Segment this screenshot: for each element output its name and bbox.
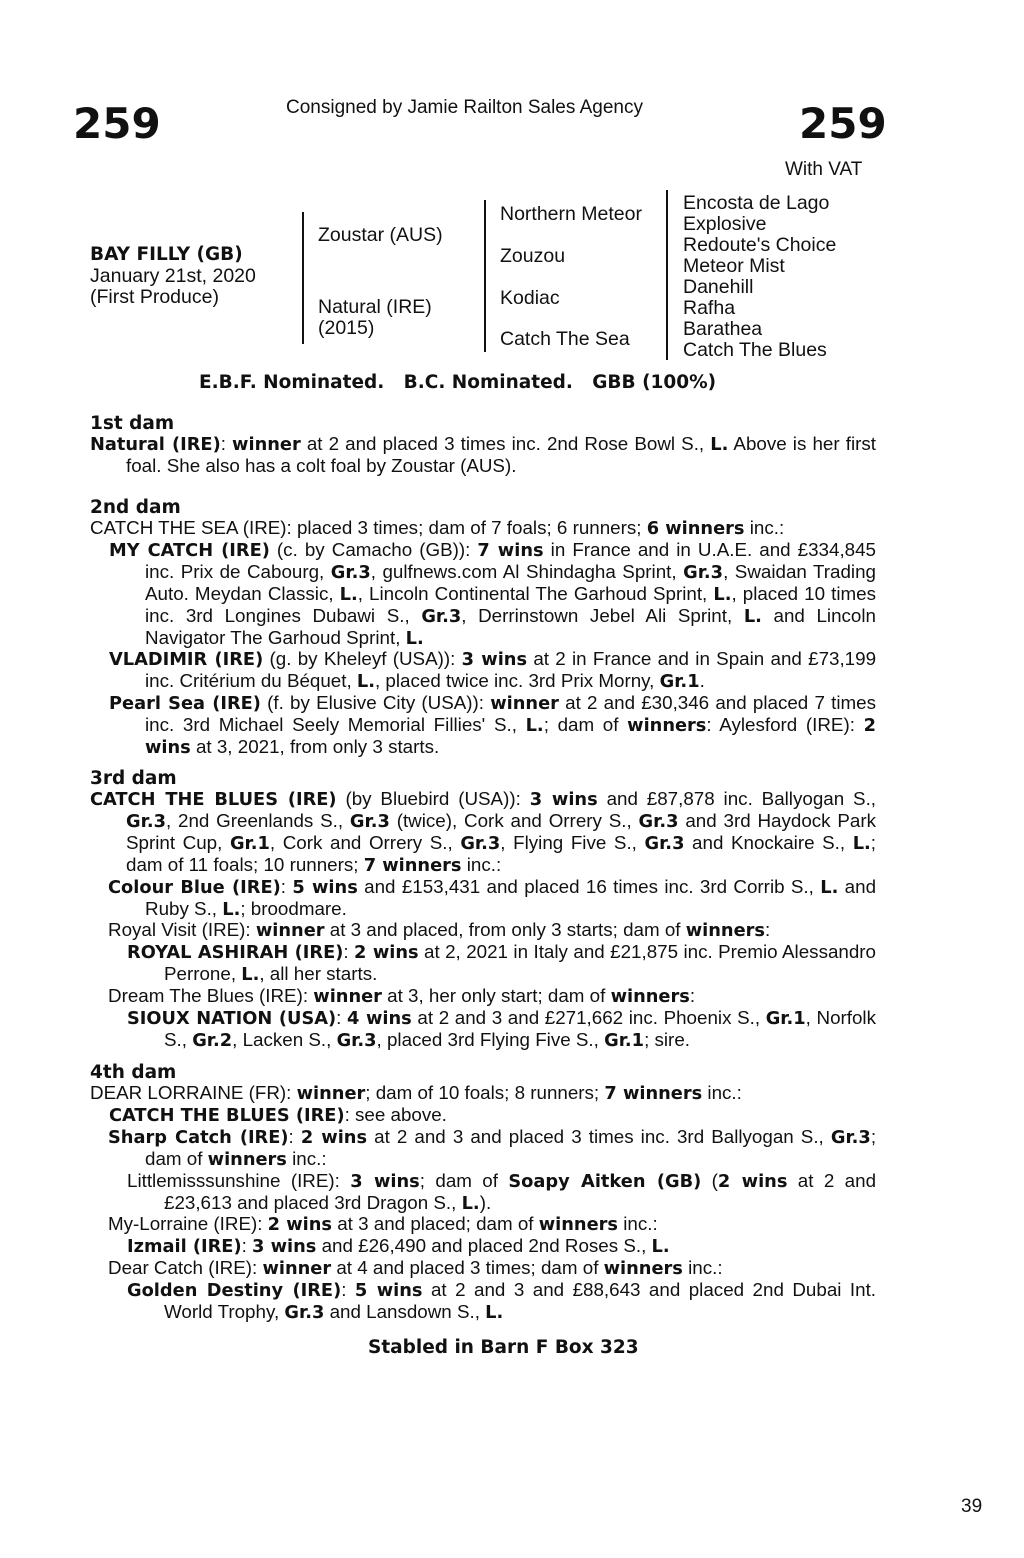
entry-line xyxy=(90,920,876,942)
entry-bold-text: winners xyxy=(610,986,690,1008)
entry-text: and £153,431 and placed 16 times inc. 3rd Corrib S., xyxy=(357,875,821,897)
entry-bold-text: 5 wins xyxy=(292,876,358,898)
pedigree-gen2-item: Kodiac xyxy=(500,287,560,309)
entry-bold-text: L. xyxy=(820,876,839,898)
entry-text: and Lansdown S., xyxy=(324,1301,486,1323)
entry-bold-text: Gr.1 xyxy=(229,832,270,854)
entry-bold-text: CATCH THE BLUES (IRE) xyxy=(90,789,337,810)
entry-bold-text: Golden Destiny (IRE) xyxy=(127,1280,342,1302)
entry-text: at 2 and placed 3 times inc. 2nd Rose Bowl S., xyxy=(300,433,711,454)
entry-text: at 2 and 3 and £88,643 and placed 2nd Dubai Int. World Trophy, xyxy=(164,1279,877,1323)
entry-text: and £26,490 and placed 2nd Roses S., xyxy=(316,1235,652,1257)
entry-bold-text: 2 wins xyxy=(267,1214,332,1236)
consignor-text: Consigned by Jamie Railton Sales Agency xyxy=(286,97,643,118)
entry-bold-text: Sharp Catch (IRE) xyxy=(108,1126,289,1148)
entry-text: (c. by Camacho (GB)): xyxy=(269,538,478,560)
section-heading: 3rd dam xyxy=(90,768,177,789)
entry-text: (g. by Kheleyf (USA)): xyxy=(263,648,462,670)
entry-text: at 2 and 3 and placed 3 times inc. 3rd Ballyogan S., xyxy=(367,1125,831,1147)
entry-text: , Lacken S., xyxy=(232,1028,337,1050)
entry-bold-text: Gr.3 xyxy=(336,1029,377,1051)
entry-text: Littlemisssunshine (IRE): xyxy=(127,1169,351,1191)
entry-text: : see above. xyxy=(344,1103,447,1125)
entry-bold-text: winner xyxy=(232,434,301,455)
entry-bold-text: winners xyxy=(627,715,707,737)
entry-bold-text: winners xyxy=(603,1258,683,1280)
pedigree-dam: Natural (IRE) xyxy=(318,296,432,318)
entry-bold-text: Gr.3 xyxy=(644,832,685,854)
entry-line xyxy=(90,518,876,540)
entry-bold-text: 7 winners xyxy=(604,1083,703,1104)
entry-text: ; dam of xyxy=(543,714,628,736)
entry-text: , all her starts. xyxy=(259,963,378,985)
entry-bold-text: VLADIMIR (IRE) xyxy=(109,649,264,671)
entry-line xyxy=(90,1083,876,1105)
entry-line xyxy=(90,986,876,1008)
entry-bold-text: Natural (IRE) xyxy=(90,434,221,455)
pedigree-gen3-item: Catch The Blues xyxy=(683,339,827,361)
section-3rd-dam-body xyxy=(90,789,876,1052)
section-heading: 4th dam xyxy=(90,1062,177,1083)
entry-bold-text: Izmail (IRE) xyxy=(127,1236,242,1258)
entry-bold-text: L. xyxy=(405,627,424,649)
section-heading: 1st dam xyxy=(90,413,175,434)
nominations-line: E.B.F. Nominated. B.C. Nominated. GBB (100%) xyxy=(199,372,717,393)
entry-text: , gulfnews.com Al Shindagha Sprint, xyxy=(370,560,684,582)
pedigree-divider-2 xyxy=(484,200,486,352)
entry-text: , Flying Five S., xyxy=(500,831,645,853)
entry-text: ( xyxy=(701,1169,718,1191)
section-1st-dam xyxy=(90,413,876,434)
entry-text: inc.: xyxy=(286,1147,327,1169)
entry-bold-text: MY CATCH (IRE) xyxy=(109,539,270,561)
entry-text: , Lincoln Continental The Garhoud Sprint, xyxy=(357,582,714,604)
entry-bold-text: Gr.3 xyxy=(126,810,166,832)
entry-bold-text: L. xyxy=(356,671,375,693)
entry-text: inc.: xyxy=(702,1082,742,1103)
entry-text: inc.: xyxy=(682,1257,723,1279)
entry-bold-text: winners xyxy=(207,1148,287,1170)
section-1st-dam-body xyxy=(90,434,876,477)
section-heading: 2nd dam xyxy=(90,497,181,518)
entry-bold-text: winners xyxy=(685,920,765,942)
entry-bold-text: 2 wins xyxy=(300,1126,368,1148)
entry-text: Royal Visit (IRE): xyxy=(108,919,256,941)
entry-bold-text: L. xyxy=(743,605,762,627)
entry-text: ; dam of 10 foals; 8 runners; xyxy=(365,1082,605,1103)
entry-bold-text: Gr.3 xyxy=(460,832,501,854)
pedigree-gen3-item: Rafha xyxy=(683,297,736,319)
entry-bold-text: L. xyxy=(222,898,241,920)
entry-bold-text: 3 wins xyxy=(529,789,598,810)
entry-line xyxy=(90,1214,876,1236)
entry-bold-text: 5 wins xyxy=(354,1280,423,1302)
entry-bold-text: 3 wins xyxy=(461,649,528,671)
pedigree-gen3-item: Explosive xyxy=(683,213,767,235)
stabled-location: Stabled in Barn F Box 323 xyxy=(368,1337,639,1358)
entry-bold-text: Gr.3 xyxy=(421,605,462,627)
entry-bold-text: L. xyxy=(651,1236,670,1258)
entry-text: , placed 10 times inc. 3rd Longines Dubawi S., xyxy=(145,582,877,626)
entry-text: : xyxy=(343,941,355,963)
entry-text: : Aylesford (IRE): xyxy=(706,714,864,736)
entry-bold-text: Colour Blue (IRE) xyxy=(108,876,281,898)
entry-bold-text: L. xyxy=(485,1302,504,1324)
entry-text: inc.: xyxy=(461,853,502,875)
entry-text: inc.: xyxy=(744,517,785,538)
entry-text: , placed twice inc. 3rd Prix Morny, xyxy=(375,670,660,692)
pedigree-gen2-item: Northern Meteor xyxy=(500,203,642,225)
entry-text: ). xyxy=(479,1191,492,1213)
pedigree-sire: Zoustar (AUS) xyxy=(318,224,443,246)
entry-line xyxy=(90,1236,876,1258)
entry-bold-text: 7 winners xyxy=(363,854,462,876)
entry-bold-text: Gr.3 xyxy=(638,810,679,832)
entry-bold-text: L. xyxy=(710,434,729,455)
section-3rd-dam xyxy=(90,768,876,789)
entry-text: and 3rd Haydock Park Sprint Cup, xyxy=(126,809,876,853)
entry-bold-text: 4 wins xyxy=(347,1008,412,1030)
entry-text: ; dam of 11 foals; 10 runners; xyxy=(126,831,877,875)
entry-text: : xyxy=(341,1279,355,1301)
pedigree-gen2-item: Zouzou xyxy=(500,245,566,267)
entry-text: , 2nd Greenlands S., xyxy=(165,809,350,831)
entry-line xyxy=(90,1258,876,1280)
entry-bold-text: CATCH THE BLUES (IRE) xyxy=(109,1104,345,1126)
vat-note: With VAT xyxy=(785,159,863,180)
lot-number-right: 259 xyxy=(799,99,887,148)
entry-text: , Derrinstown Jebel Ali Sprint, xyxy=(461,604,744,626)
entry-line xyxy=(90,1280,876,1324)
entry-text: : xyxy=(241,1235,253,1257)
entry-text: My-Lorraine (IRE): xyxy=(108,1213,268,1235)
entry-text: ; broodmare. xyxy=(240,897,347,919)
section-4th-dam-body xyxy=(90,1083,876,1324)
entry-text: ; dam of xyxy=(419,1169,509,1191)
entry-text: and Ruby S., xyxy=(145,875,877,919)
entry-bold-text: Gr.2 xyxy=(192,1029,233,1051)
entry-bold-text: L. xyxy=(339,583,358,605)
entry-text: at 3, 2021, from only 3 starts. xyxy=(190,736,440,758)
entry-line xyxy=(90,1171,876,1215)
entry-bold-text: L. xyxy=(461,1192,480,1214)
entry-text: at 3, her only start; dam of xyxy=(381,985,611,1007)
entry-bold-text: Gr.3 xyxy=(349,810,390,832)
pedigree-gen3-item: Redoute's Choice xyxy=(683,234,837,256)
entry-text: , Swaidan Trading Auto. Meydan Classic, xyxy=(145,560,876,604)
entry-text: at 3 and placed; dam of xyxy=(332,1213,539,1235)
entry-bold-text: L. xyxy=(713,583,732,605)
entry-bold-text: L. xyxy=(852,832,871,854)
entry-text: ; sire. xyxy=(644,1028,690,1050)
horse-note: (First Produce) xyxy=(90,286,219,308)
pedigree-divider-1 xyxy=(302,212,304,344)
entry-bold-text: 2 wins xyxy=(354,942,419,964)
entry-text: at 3 and placed, from only 3 starts; dam of xyxy=(324,919,686,941)
entry-text: in France and in U.A.E. and £334,845 inc. Prix de Cabourg, xyxy=(145,538,877,582)
entry-bold-text: Gr.1 xyxy=(604,1029,645,1051)
entry-line xyxy=(90,693,876,759)
entry-bold-text: winner xyxy=(262,1258,332,1280)
entry-line xyxy=(90,649,876,693)
page-number: 39 xyxy=(961,1496,983,1517)
entry-line xyxy=(90,434,876,477)
pedigree-gen3-item: Meteor Mist xyxy=(683,255,785,277)
section-2nd-dam-body xyxy=(90,518,876,759)
pedigree-gen3-item: Danehill xyxy=(683,276,754,298)
entry-text: Dear Catch (IRE): xyxy=(108,1257,263,1279)
entry-bold-text: 2 wins xyxy=(717,1170,788,1192)
pedigree-gen3-list xyxy=(683,193,836,361)
entry-bold-text: Soapy Aitken (GB) xyxy=(508,1170,702,1192)
entry-bold-text: Gr.1 xyxy=(659,671,700,693)
entry-text: : xyxy=(689,985,696,1007)
entry-bold-text: L. xyxy=(241,964,260,986)
entry-text: : xyxy=(336,1007,348,1029)
entry-bold-text: 6 winners xyxy=(646,518,745,539)
entry-text: CATCH THE SEA (IRE): placed 3 times; dam of 7 foals; 6 runners; xyxy=(90,517,647,538)
horse-dob: January 21st, 2020 xyxy=(90,265,256,287)
entry-text: at 2 and £23,613 and placed 3rd Dragon S., xyxy=(164,1169,877,1213)
entry-bold-text: Gr.1 xyxy=(765,1008,806,1030)
pedigree-dam-year: (2015) xyxy=(318,317,375,339)
entry-bold-text: 3 wins xyxy=(350,1170,420,1192)
entry-bold-text: 7 wins xyxy=(477,539,544,561)
entry-text: , Cork and Orrery S., xyxy=(269,831,461,853)
entry-text: : xyxy=(288,1125,301,1147)
entry-bold-text: Pearl Sea (IRE) xyxy=(109,693,261,715)
pedigree-gen3-item: Barathea xyxy=(683,318,763,340)
entry-bold-text: L. xyxy=(525,715,544,737)
entry-text: at 4 and placed 3 times; dam of xyxy=(331,1257,604,1279)
entry-text: : xyxy=(280,875,293,897)
entry-bold-text: Gr.3 xyxy=(284,1302,325,1324)
entry-text: at 2 in France and in Spain and £73,199 inc. Critérium du Béquet, xyxy=(145,648,877,692)
entry-bold-text: Gr.3 xyxy=(683,561,724,583)
entry-text: Dream The Blues (IRE): xyxy=(108,985,314,1007)
entry-text: DEAR LORRAINE (FR): xyxy=(90,1082,297,1103)
entry-text: inc.: xyxy=(618,1213,658,1235)
entry-text: : xyxy=(220,433,233,454)
entry-bold-text: winners xyxy=(538,1214,618,1236)
entry-line xyxy=(90,877,876,921)
entry-line xyxy=(90,1008,876,1052)
entry-text: Above is her first foal. She also has a colt foal by Zoustar (AUS). xyxy=(126,433,876,476)
entry-text: at 2 and £30,346 and placed 7 times inc. 3rd Michael Seely Memorial Fillies' S., xyxy=(145,692,876,736)
entry-bold-text: winner xyxy=(490,693,559,715)
entry-line xyxy=(90,789,876,877)
horse-block xyxy=(90,244,256,308)
entry-line xyxy=(90,1127,876,1171)
entry-text: and Knockaire S., xyxy=(684,831,853,853)
entry-text: . xyxy=(699,670,705,692)
entry-text: (twice), Cork and Orrery S., xyxy=(389,809,639,831)
section-2nd-dam xyxy=(90,497,876,518)
entry-text: at 2, 2021 in Italy and £21,875 inc. Premio Alessandro Perrone, xyxy=(164,941,876,985)
entry-text: (f. by Elusive City (USA)): xyxy=(260,692,491,714)
entry-bold-text: winner xyxy=(255,920,325,942)
entry-line xyxy=(90,540,876,650)
entry-text: , placed 3rd Flying Five S., xyxy=(376,1028,605,1050)
entry-bold-text: 2 wins xyxy=(145,715,876,759)
entry-text: ; dam of xyxy=(145,1125,877,1169)
entry-text: : xyxy=(765,919,771,941)
pedigree-gen2-item: Catch The Sea xyxy=(500,328,630,350)
entry-text: and £87,878 inc. Ballyogan S., xyxy=(597,788,876,809)
entry-text: and Lincoln Navigator The Garhoud Sprint, xyxy=(145,604,876,648)
entry-bold-text: winner xyxy=(296,1083,366,1104)
lot-number-left: 259 xyxy=(73,99,161,148)
entry-bold-text: ROYAL ASHIRAH (IRE) xyxy=(127,942,344,964)
entry-bold-text: SIOUX NATION (USA) xyxy=(127,1008,337,1030)
entry-bold-text: Gr.3 xyxy=(330,561,371,583)
pedigree-gen3-item: Encosta de Lago xyxy=(683,192,830,214)
entry-line xyxy=(90,942,876,986)
pedigree-divider-3 xyxy=(666,190,668,360)
entry-line xyxy=(90,1105,876,1127)
section-4th-dam xyxy=(90,1062,876,1083)
entry-text: (by Bluebird (USA)): xyxy=(336,788,530,809)
entry-text: , Norfolk S., xyxy=(164,1007,876,1050)
horse-name: BAY FILLY (GB) xyxy=(90,244,243,265)
entry-bold-text: 3 wins xyxy=(252,1236,317,1258)
entry-text: at 2 and 3 and £271,662 inc. Phoenix S., xyxy=(411,1007,766,1029)
entry-bold-text: Gr.3 xyxy=(830,1126,871,1148)
entry-bold-text: winner xyxy=(313,986,382,1008)
